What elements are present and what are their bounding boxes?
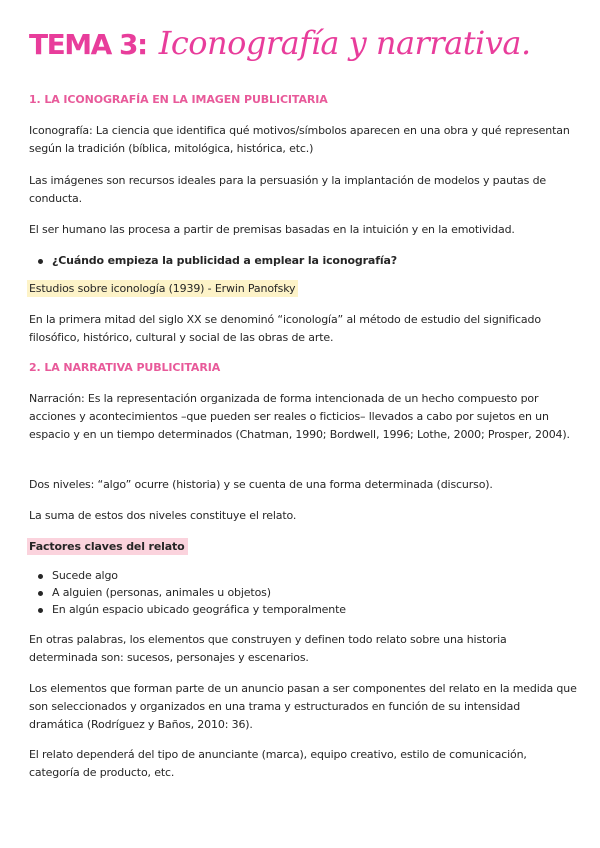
panofsky-highlight: Estudios sobre iconología (1939) - Erwin Panofsky <box>27 280 298 297</box>
factors-line <box>29 538 577 556</box>
paragraph-niveles: Dos niveles: “algo” ocurre (historia) y se cuenta de una forma determinada (discurso). <box>29 478 493 491</box>
bullet-dot <box>38 608 43 613</box>
paragraph-imagenes: Las imágenes son recursos ideales para la persuasión y la implantación de modelos y pautas de conducta. <box>29 174 547 205</box>
question-bullet <box>38 252 397 270</box>
paragraph-iconografia: Iconografía: La ciencia que identifica qué motivos/símbolos aparecen en una obra y qué representan según la tradición (bíblica, mitológica, histórica, etc.) <box>29 124 570 155</box>
list-item <box>38 567 118 585</box>
paragraph-elementos: Los elementos que forman parte de un anuncio pasan a ser componentes del relato en la medida que son seleccionados y organizados en una trama y estructurados en función de su intensidad dramática (Rodríguez y Baños, 2010: 36). <box>29 682 577 731</box>
paragraph-otras-palabras: En otras palabras, los elementos que construyen y definen todo relato sobre una historia determinada son: sucesos, personajes y escenarios. <box>29 633 507 664</box>
paragraph-suma: La suma de estos dos niveles constituye el relato. <box>29 509 297 522</box>
list-item-text: A alguien (personas, animales u objetos) <box>52 586 271 599</box>
factors-label: Factores claves del relato <box>27 538 188 555</box>
paragraph-ser-humano: El ser humano las procesa a partir de premisas basadas en la intuición y en la emotividad. <box>29 223 515 236</box>
paragraph-relato: El relato dependerá del tipo de anunciante (marca), equipo creativo, estilo de comunicación, categoría de producto, etc. <box>29 748 527 779</box>
list-item <box>38 584 271 602</box>
list-item <box>38 601 346 619</box>
bullet-dot <box>38 591 43 596</box>
section1-heading: 1. LA ICONOGRAFÍA EN LA IMAGEN PUBLICITARIA <box>29 93 328 106</box>
page-title <box>29 24 531 84</box>
bullet-dot <box>38 574 43 579</box>
paragraph-iconologia: En la primera mitad del siglo XX se denominó “iconología” al método de estudio del significado filosófico, histórico, cultural y social de las obras de arte. <box>29 313 541 344</box>
bullet-dot <box>38 259 43 264</box>
paragraph-narracion: Narración: Es la representación organizada de forma intencionada de un hecho compuesto por acciones y acontecimientos –que pueden ser reales o ficticios– llevados a cabo por sujetos en un espacio y en un tiempo determinados (Chatman, 1990; Bordwell, 1996; Lothe, 2000; Prosper, 2004). <box>29 392 570 441</box>
title-prefix: TEMA 3: <box>29 28 147 61</box>
section2-heading: 2. LA NARRATIVA PUBLICITARIA <box>29 361 221 374</box>
title-script: Iconografía y narrativa. <box>158 24 531 62</box>
highlight-line <box>29 280 577 298</box>
question-text: ¿Cuándo empieza la publicidad a emplear la iconografía? <box>52 254 397 267</box>
list-item-text: En algún espacio ubicado geográfica y temporalmente <box>52 603 346 616</box>
list-item-text: Sucede algo <box>52 569 118 582</box>
